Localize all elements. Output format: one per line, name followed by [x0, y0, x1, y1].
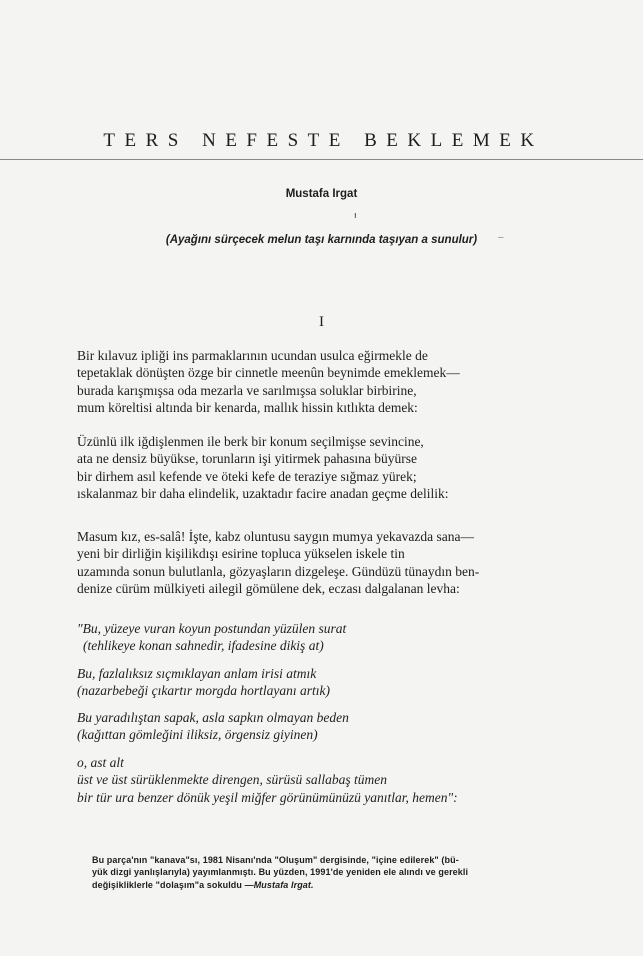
quote-line: Bu, fazlalıksız sıçmıklayan anlam irisi atmık: [77, 666, 317, 681]
quote-line: (tehlikeye konan sahnedir, ifadesine dikiş at): [83, 638, 324, 654]
title-rule: [0, 159, 643, 160]
footnote-line: yük dizgi yanlışlarıyla) yayımlanmıştı. Bu yüzden, 1991'de yeniden ele alındı ve gerekli: [92, 867, 469, 878]
quote-line: üst ve üst sürüklenmekte direngen, sürüsü sallabaş tümen: [77, 772, 387, 788]
small-mark: ı: [354, 210, 357, 220]
quote-stanza-1: [77, 620, 346, 655]
side-mark: –: [498, 232, 504, 243]
footnote-line: Bu parça'nın "kanava"sı, 1981 Nisanı'nda "Oluşum" dergisinde, "içine edilerek" (bü-: [92, 855, 459, 865]
stanza-line: burada karışmışsa oda mezarla ve sarılmışsa soluklar birbirine,: [77, 382, 417, 398]
footnote-line: [92, 879, 562, 891]
quote-line: o, ast alt: [77, 755, 124, 770]
stanza-line: mum köreltisi altında bir kenarda, mallık hissin kıtlıkta demek:: [77, 399, 418, 415]
stanza-2: [77, 433, 448, 502]
dedication-subtitle: (Ayağını sürçecek melun taşı karnında taşıyan a sunulur): [165, 234, 478, 246]
quote-stanza-3: [77, 709, 349, 744]
stanza-line: bir dirhem asıl kefende ve öteki kefe de teraziye sığmaz yürek;: [77, 468, 417, 484]
stanza-1: [77, 347, 460, 416]
quote-stanza-2: [77, 665, 330, 700]
stanza-line: uzamında sonun bulutlanla, gözyaşların dizgeleşe. Gündüzü tünaydın ben-: [77, 563, 480, 579]
author-name: Mustafa Irgat: [285, 188, 358, 200]
quote-line: bir tür ura benzer dönük yeşil miğfer görünümünüzü yanıtlar, hemen":: [77, 789, 458, 805]
stanza-line: Masum kız, es-salâ! İşte, kabz oluntusu saygın mumya yekavazda sana—: [77, 529, 475, 544]
quote-line: "Bu, yüzeye vuran koyun postundan yüzülen surat: [77, 621, 347, 636]
quote-line: (nazarbebeği çıkartır morgda hortlayanı artık): [77, 683, 330, 699]
footnote-text: değişikliklerle "dolaşım"a sokuldu —: [92, 879, 254, 890]
stanza-line: tepetaklak dönüşten özge bir cinnetle meenûn beynimde emeklemek—: [77, 365, 460, 381]
section-number: I: [319, 314, 324, 330]
stanza-line: ata ne densiz büyükse, torunların işi yitirmek pahasına büyürse: [77, 451, 418, 467]
stanza-line: yeni bir dirliğin kişilikdışı esirine topluca yükselen iskele tin: [77, 546, 405, 562]
stanza-line: Bir kılavuz ipliği ins parmaklarının ucundan usulca eğirmekle de: [77, 348, 428, 363]
stanza-3: [77, 528, 479, 597]
quote-line: (kağıttan gömleğini iliksiz, örgensiz giyinen): [77, 727, 318, 743]
stanza-line: ıskalanmaz bir daha elindelik, uzaktadır facire anadan geçme delilik:: [77, 485, 449, 501]
stanza-line: denize cürüm mülkiyeti ailegil gömülene dek, eczası dalgalanan levha:: [77, 580, 460, 596]
quote-line: Bu yaradılıştan sapak, asla sapkın olmayan beden: [77, 710, 349, 725]
footnote: [92, 854, 562, 891]
stanza-line: Üzünlü ilk iğdişlenmen ile berk bir konum seçilmişse sevincine,: [77, 434, 424, 449]
poem-title: TERS NEFESTE BEKLEMEK: [103, 130, 544, 151]
quote-stanza-4: [77, 754, 458, 806]
footnote-signature: Mustafa Irgat.: [253, 879, 314, 890]
